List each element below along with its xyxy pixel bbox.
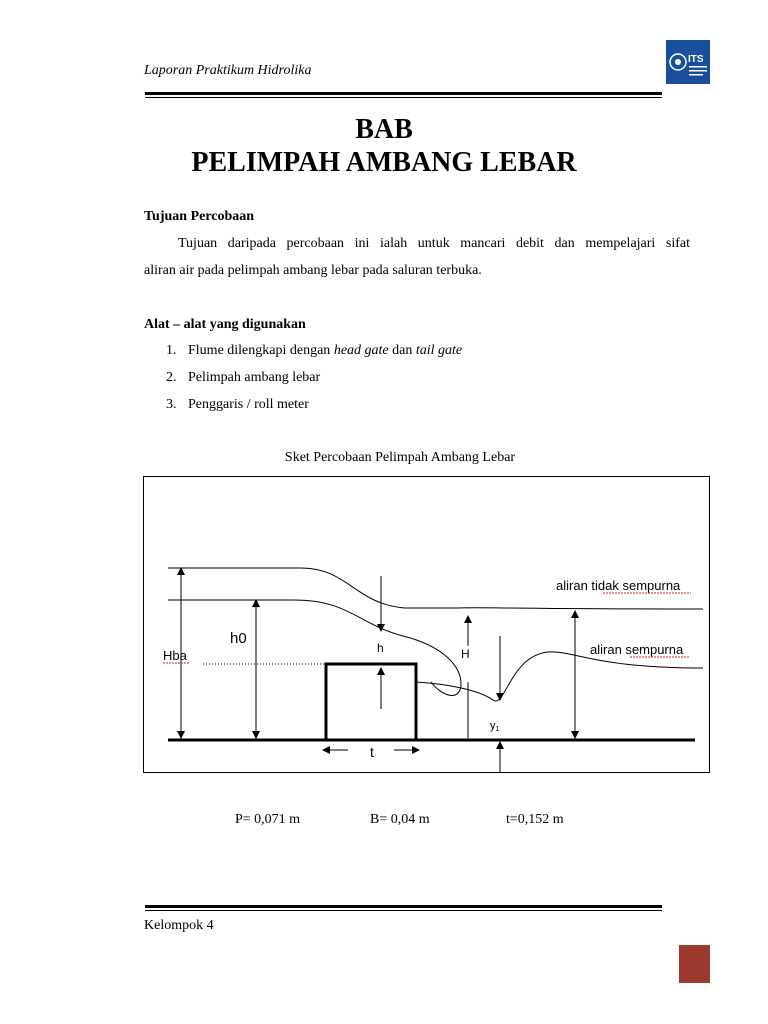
list-item: 1. Flume dilengkapi dengan head gate dan tail gate [166, 343, 463, 358]
tujuan-heading: Tujuan Percobaan [144, 209, 255, 224]
label-t: t [370, 744, 374, 760]
param-t: t=0,152 m [506, 812, 564, 827]
sketch-caption: Sket Percobaan Pelimpah Ambang Lebar [284, 450, 516, 465]
tujuan-line-1: Tujuan daripada percobaan ini ialah untuk mancari debit dan mempelajari sifat [178, 236, 690, 251]
chapter-number: BAB [355, 114, 413, 145]
list-item: 3. Penggaris / roll meter [166, 397, 309, 412]
param-b: B= 0,04 m [370, 812, 430, 827]
param-p: P= 0,071 m [235, 812, 301, 827]
label-y1: y1 [490, 720, 500, 733]
weir-sketch [143, 476, 710, 773]
label-h0: h0 [230, 630, 247, 647]
label-h: h [377, 641, 384, 655]
footer-text: Kelompok 4 [144, 918, 214, 933]
its-logo-icon [666, 40, 710, 84]
page-number-box [679, 945, 710, 983]
footer-rule-thick [145, 905, 662, 908]
chapter-title: PELIMPAH AMBANG LEBAR [191, 147, 577, 178]
logo-text: ITS [688, 54, 704, 65]
alat-heading: Alat – alat yang digunakan [144, 317, 306, 332]
header-title: Laporan Praktikum Hidrolika [144, 63, 312, 78]
label-hba: Hba [163, 648, 187, 663]
alat-list [166, 341, 462, 422]
label-aliran-tidak-sempurna: aliran tidak sempurna [556, 578, 681, 593]
list-item: 2. Pelimpah ambang lebar [166, 370, 321, 385]
footer-rule-thin [145, 910, 662, 911]
tujuan-line-2: aliran air pada pelimpah ambang lebar pada saluran terbuka. [144, 263, 482, 278]
header-rule-thin [145, 97, 662, 98]
label-H: H [461, 647, 470, 661]
label-aliran-sempurna: aliran sempurna [590, 642, 684, 657]
tujuan-paragraph [144, 230, 690, 284]
header-rule-thick [145, 92, 662, 95]
